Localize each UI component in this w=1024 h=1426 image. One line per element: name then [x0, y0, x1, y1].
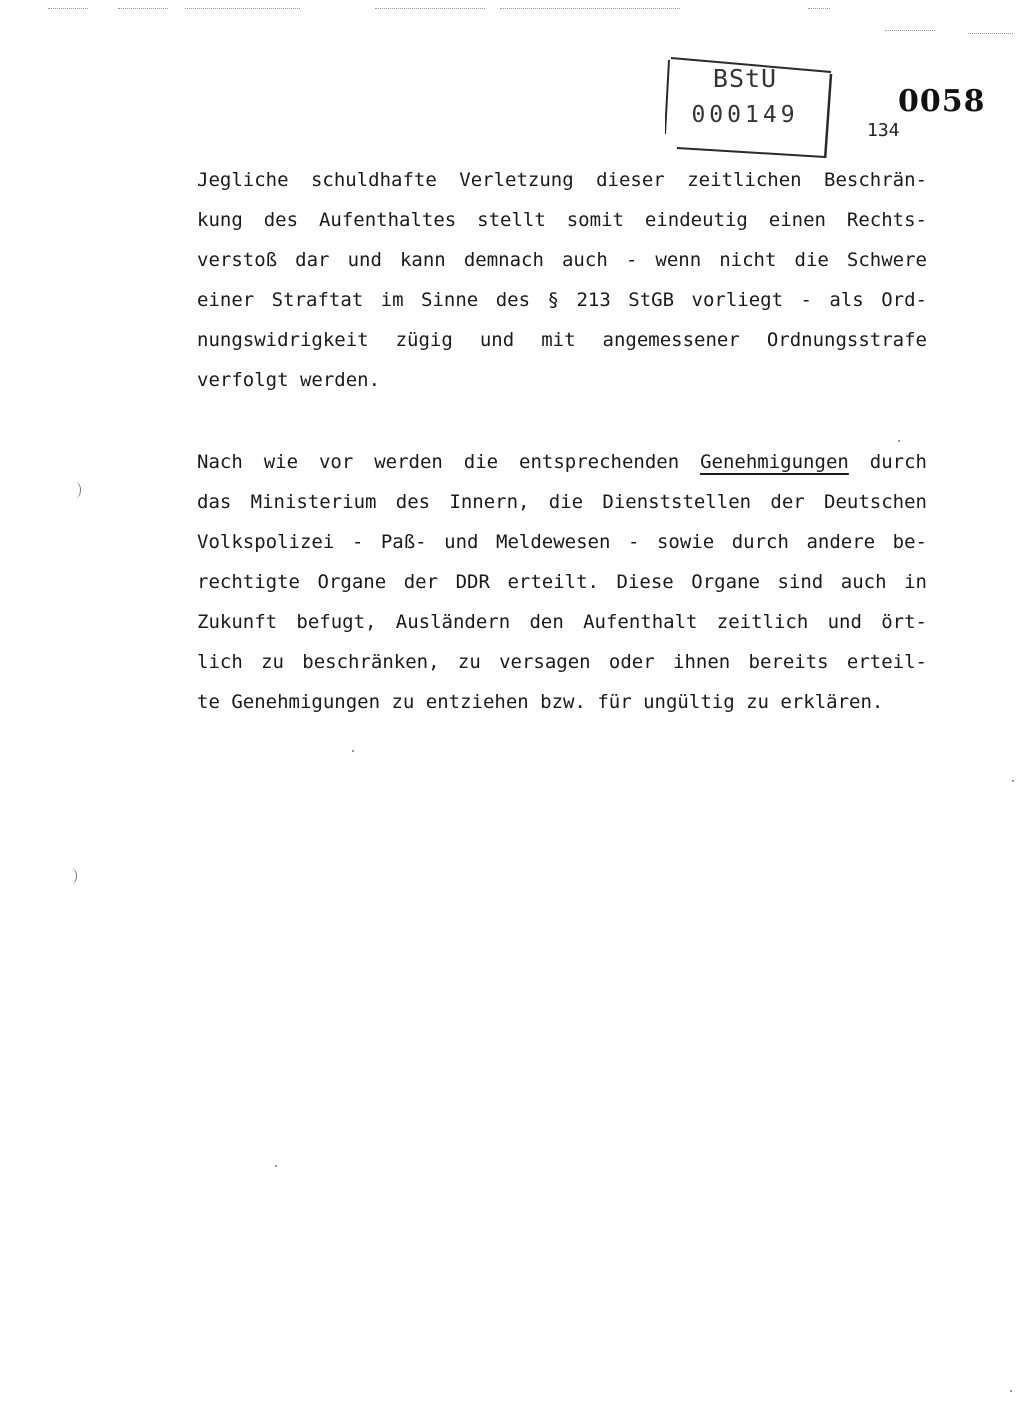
underlined-term: Genehmigungen [700, 451, 849, 473]
scan-artifact [885, 30, 935, 33]
archive-stamp [665, 56, 833, 158]
text-line: das Ministerium des Innern, die Dienststellen der Deutschen [197, 491, 927, 513]
text-segment: durch [869, 451, 927, 473]
text-line: Zukunft befugt, Ausländern den Aufenthalt zeitlich und ört- [197, 611, 927, 633]
text-line: Volkspolizei - Paß- und Meldewesen - sowie durch andere be- [197, 531, 927, 553]
text-line [197, 442, 927, 482]
text-line: rechtigte Organe der DDR erteilt. Diese Organe sind auch in [197, 571, 927, 593]
scan-artifact [375, 8, 485, 11]
scan-speck [352, 750, 354, 752]
text-line: einer Straftat im Sinne des § 213 StGB vorliegt - als Ord- [197, 289, 927, 311]
text-line: verfolgt werden. [197, 369, 381, 391]
scan-speck [275, 1165, 277, 1167]
scan-artifact [968, 33, 1013, 36]
stamp-archive-number: 000149 [691, 102, 799, 128]
scan-artifact [48, 8, 88, 11]
scan-speck [1010, 1390, 1012, 1392]
page-number: 134 [867, 120, 900, 141]
text-line: te Genehmigungen zu entziehen bzw. für ungültig zu erklären. [197, 691, 884, 713]
text-segment: Nach wie vor werden die entsprechenden [197, 451, 680, 473]
paragraph-1 [197, 160, 927, 400]
stamp-org-label: BStU [712, 64, 778, 93]
scan-speck [898, 440, 900, 442]
margin-mark [66, 868, 77, 884]
scan-artifact [500, 8, 680, 11]
text-line: verstoß dar und kann demnach auch - wenn nicht die Schwere [197, 249, 927, 271]
margin-mark [70, 482, 81, 498]
scan-artifact [185, 8, 300, 11]
scan-speck [1012, 780, 1014, 782]
text-line: Jegliche schuldhafte Verletzung dieser zeitlichen Beschrän- [197, 169, 927, 191]
text-line: nungswidrigkeit zügig und mit angemessener Ordnungsstrafe [197, 329, 927, 351]
paragraph-2 [197, 442, 927, 722]
scan-artifact [808, 8, 830, 11]
scan-artifact [118, 8, 168, 11]
page-stamp-number: 0058 [898, 84, 986, 119]
text-line: lich zu beschränken, zu versagen oder ihnen bereits erteil- [197, 651, 927, 673]
text-line: kung des Aufenthaltes stellt somit eindeutig einen Rechts- [197, 209, 927, 231]
